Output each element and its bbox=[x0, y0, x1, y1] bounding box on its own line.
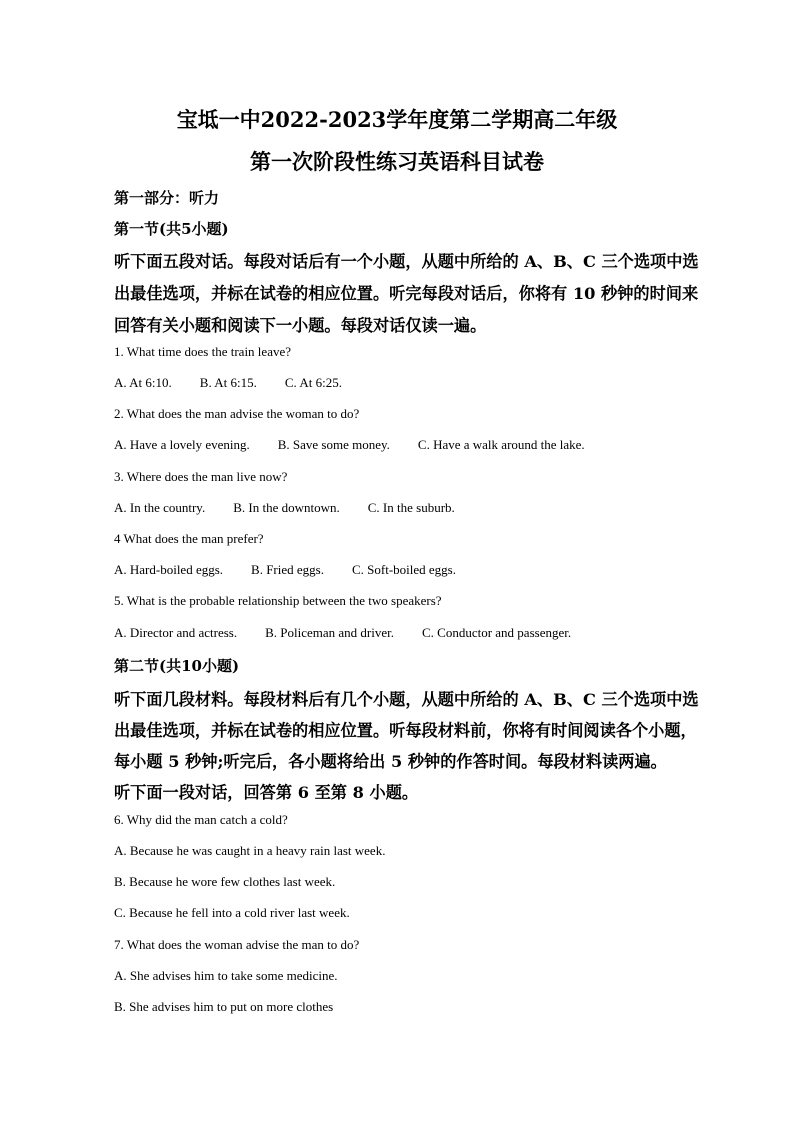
q3-option-a: A. In the country. bbox=[114, 500, 206, 515]
question-1: 1. What time does the train leave? bbox=[114, 344, 291, 359]
q2-option-a: A. Have a lovely evening. bbox=[114, 437, 250, 452]
instructions2-line4: 听下面一段对话，回答第 6 至第 8 小题。 bbox=[114, 783, 419, 802]
question-6: 6. Why did the man catch a cold? bbox=[114, 812, 288, 827]
instructions1-line2: 出最佳选项，并标在试卷的相应位置。听完每段对话后，你将有 10 秒钟的时间来 bbox=[114, 284, 699, 303]
q6-option-b: B. Because he wore few clothes last week. bbox=[114, 874, 336, 889]
section2-heading: 第二节(共10小题) bbox=[114, 657, 240, 675]
section1-heading: 第一节(共5小题) bbox=[114, 220, 229, 238]
q4-option-b: B. Fried eggs. bbox=[251, 562, 324, 577]
q2-option-b: B. Save some money. bbox=[277, 437, 390, 452]
q3-option-b: B. In the downtown. bbox=[233, 500, 340, 515]
q7-option-b: B. She advises him to put on more clothes bbox=[114, 999, 334, 1014]
question-2-options bbox=[114, 437, 613, 453]
question-5-options bbox=[114, 625, 599, 641]
q4-option-a: A. Hard-boiled eggs. bbox=[114, 562, 224, 577]
question-3: 3. Where does the man live now? bbox=[114, 469, 288, 484]
q1-option-c: C. At 6:25. bbox=[284, 375, 342, 390]
instructions1-line3: 回答有关小题和阅读下一小题。每段对话仅读一遍。 bbox=[114, 316, 487, 335]
q3-option-c: C. In the suburb. bbox=[367, 500, 455, 515]
question-4: 4 What does the man prefer? bbox=[114, 531, 264, 546]
question-2: 2. What does the man advise the woman to do? bbox=[114, 406, 360, 421]
exam-title-line1: 宝坻一中2022-2023学年度第二学期高二年级 bbox=[176, 107, 618, 132]
question-1-options bbox=[114, 375, 370, 391]
instructions2-line1: 听下面几段材料。每段材料后有几个小题，从题中所给的 A、B、C 三个选项中选 bbox=[114, 690, 699, 709]
exam-title-line2: 第一次阶段性练习英语科目试卷 bbox=[250, 149, 544, 174]
question-4-options bbox=[114, 562, 484, 578]
q6-option-a: A. Because he was caught in a heavy rain last week. bbox=[114, 843, 386, 858]
question-3-options bbox=[114, 500, 483, 516]
part1-heading: 第一部分：听力 bbox=[114, 189, 220, 207]
q2-option-c: C. Have a walk around the lake. bbox=[417, 437, 585, 452]
q5-option-c: C. Conductor and passenger. bbox=[421, 625, 572, 640]
q5-option-b: B. Policeman and driver. bbox=[265, 625, 394, 640]
q4-option-c: C. Soft-boiled eggs. bbox=[351, 562, 456, 577]
instructions2-line2: 出最佳选项，并标在试卷的相应位置。听每段材料前，你将有时间阅读各个小题， bbox=[114, 721, 697, 740]
instructions1-line1: 听下面五段对话。每段对话后有一个小题，从题中所给的 A、B、C 三个选项中选 bbox=[114, 252, 699, 271]
q5-option-a: A. Director and actress. bbox=[114, 625, 238, 640]
instructions2-line3: 每小题 5 秒钟;听完后，各小题将给出 5 秒钟的作答时间。每段材料读两遍。 bbox=[114, 752, 667, 771]
q6-option-c: C. Because he fell into a cold river last week. bbox=[114, 905, 350, 920]
q1-option-b: B. At 6:15. bbox=[199, 375, 257, 390]
question-7: 7. What does the woman advise the man to do? bbox=[114, 937, 360, 952]
q1-option-a: A. At 6:10. bbox=[114, 375, 172, 390]
question-5: 5. What is the probable relationship between the two speakers? bbox=[114, 593, 442, 608]
q7-option-a: A. She advises him to take some medicine. bbox=[114, 968, 338, 983]
